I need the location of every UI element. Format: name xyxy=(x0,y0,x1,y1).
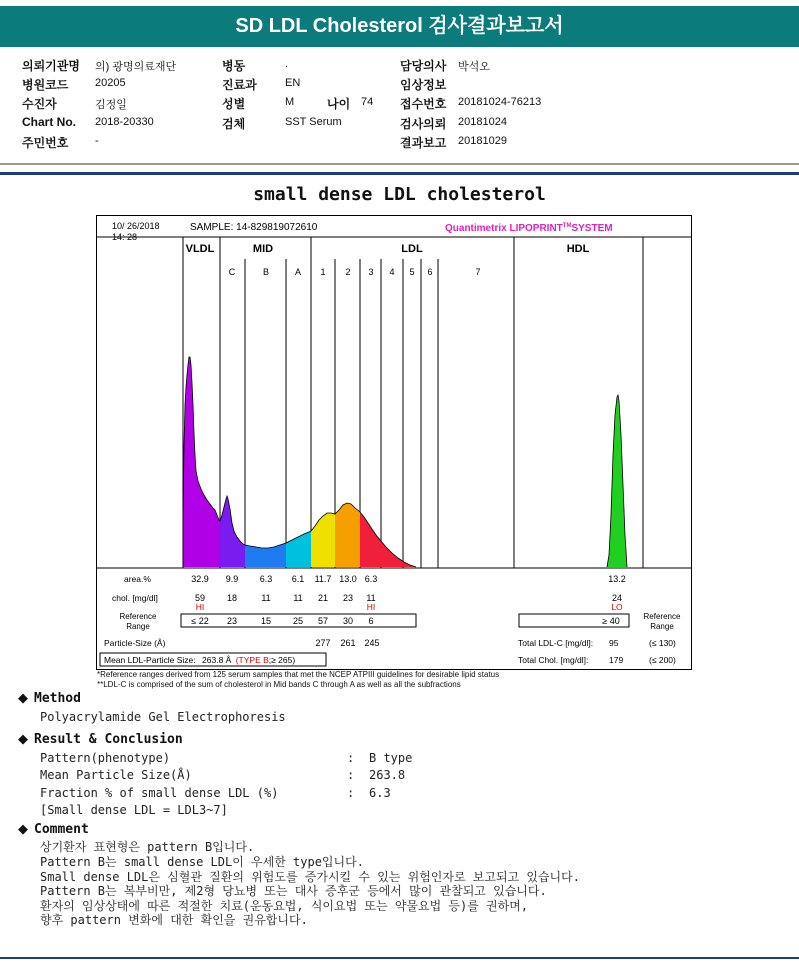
area-value: 13.2 xyxy=(608,574,626,584)
info-label-age: 나이 xyxy=(327,97,351,111)
band-label: 3 xyxy=(368,267,374,277)
flag-high: HI xyxy=(366,602,376,612)
diamond-icon: ◆ xyxy=(18,691,28,706)
divider xyxy=(0,172,799,175)
info-label-resident-no: 주민번호 xyxy=(22,136,69,150)
info-label-doctor: 담당의사 xyxy=(400,59,447,73)
comment-heading-text: Comment xyxy=(34,822,89,837)
info-value-resident-no: - xyxy=(95,135,99,147)
area-value: 9.9 xyxy=(225,574,239,584)
area-label: area.% xyxy=(124,574,151,584)
result-value: 263.8 xyxy=(369,768,406,782)
comment-line: Pattern B는 복부비만, 제2형 당뇨병 또는 대사 증후군 등에서 많이 관찰되고 있습니다. xyxy=(40,884,547,898)
band-label: 6 xyxy=(427,267,433,277)
reference-label: Reference xyxy=(643,612,681,621)
info-label-ward: 병동 xyxy=(222,59,246,73)
band-label: 5 xyxy=(409,267,415,277)
mean-ldl-value: 263.8 Å xyxy=(202,655,232,665)
result-heading xyxy=(18,732,183,747)
result-colon: : xyxy=(347,751,355,765)
curve-segment-2 xyxy=(335,503,360,567)
chart-time: 14: 28 xyxy=(112,232,138,242)
reference-value: ≥ 40 xyxy=(602,616,620,626)
particle-size-value: 277 xyxy=(315,638,331,648)
reference-label: Range xyxy=(126,622,150,631)
method-heading xyxy=(18,691,81,706)
area-value: 6.3 xyxy=(364,574,378,584)
info-value-hospital-code: 20205 xyxy=(95,77,126,89)
info-value-sex: M xyxy=(285,96,295,108)
chol-value: 23 xyxy=(342,593,354,603)
result-label: Mean Particle Size(Å) xyxy=(40,768,192,782)
mean-ldl-label: Mean LDL-Particle Size: xyxy=(104,655,196,665)
report-title: SD LDL Cholesterol 검사결과보고서 xyxy=(0,6,799,47)
reference-value: 6 xyxy=(368,616,374,626)
diamond-icon: ◆ xyxy=(18,732,28,747)
info-value-doctor: 박석오 xyxy=(458,61,490,73)
comment-line: 상기환자 표현형은 pattern B입니다. xyxy=(40,840,255,854)
group-label: MID xyxy=(252,243,274,255)
mean-ldl-type: (TYPE B xyxy=(235,655,269,665)
info-label-department: 진료과 xyxy=(222,78,257,92)
area-value: 11.7 xyxy=(314,574,332,584)
info-value-institution: 의) 광명의료재단 xyxy=(95,61,177,73)
chart-brand-suffix: SYSTEM xyxy=(571,223,613,234)
result-heading-text: Result & Conclusion xyxy=(34,732,183,747)
band-label: C xyxy=(228,267,236,277)
reference-label: Reference xyxy=(119,612,157,621)
reference-value: 15 xyxy=(260,616,272,626)
mean-ldl-ref: ;≥ 265) xyxy=(268,655,296,665)
group-label: VLDL xyxy=(185,243,215,255)
total-ldl-value: 95 xyxy=(609,638,619,648)
result-label: Fraction % of small dense LDL (%) xyxy=(40,786,279,800)
method-text: Polyacrylamide Gel Electrophoresis xyxy=(40,710,286,724)
result-label: Pattern(phenotype) xyxy=(40,751,171,765)
particle-size-value: 261 xyxy=(340,638,356,648)
info-label-chart-no: Chart No. xyxy=(22,115,76,129)
result-value: 6.3 xyxy=(369,786,391,800)
chol-value: 11 xyxy=(366,593,376,603)
band-label: 2 xyxy=(345,267,351,277)
comment-line: Pattern B는 small dense LDL이 우세한 type입니다. xyxy=(40,855,364,869)
reference-value: 25 xyxy=(292,616,304,626)
footnote: *Reference ranges derived from 125 serum samples that met the NCEP ATPIII guidelines for desirable lipid status xyxy=(97,670,500,679)
reference-value: 23 xyxy=(226,616,238,626)
comment-line: 향후 pattern 변화에 대한 확인을 권유합니다. xyxy=(40,913,308,927)
chol-value: 21 xyxy=(317,593,329,603)
method-heading-text: Method xyxy=(34,691,81,706)
info-label-patient: 수진자 xyxy=(22,97,57,111)
info-value-ward: . xyxy=(285,58,289,70)
reference-value: ≤ 22 xyxy=(191,616,209,626)
band-label: 1 xyxy=(320,267,326,277)
band-label: B xyxy=(262,267,270,277)
flag-high: HI xyxy=(195,602,205,612)
total-chol-ref: (≤ 200) xyxy=(649,655,676,665)
info-value-report-date: 20181029 xyxy=(458,135,507,147)
area-value: 6.1 xyxy=(291,574,305,584)
lipoprint-chart xyxy=(96,215,692,670)
total-ldl-ref: (≤ 130) xyxy=(649,638,676,648)
chol-label: chol. [mg/dl] xyxy=(112,593,158,603)
info-value-chart-no: 2018-20330 xyxy=(95,116,154,128)
chart-brand-tm: TM xyxy=(562,223,572,229)
info-label-clinical-info: 임상정보 xyxy=(400,78,447,92)
chol-value: 11 xyxy=(293,593,303,603)
reference-value: 30 xyxy=(342,616,354,626)
total-chol-label: Total Chol. [mg/dl]: xyxy=(518,655,589,665)
info-value-age: 74 xyxy=(361,96,374,108)
section-title: small dense LDL cholesterol xyxy=(253,184,546,205)
diamond-icon: ◆ xyxy=(18,822,28,837)
group-label: HDL xyxy=(566,243,590,255)
result-value: B type xyxy=(369,751,413,765)
group-label: LDL xyxy=(401,243,423,255)
footnote: **LDL-C is comprised of the sum of cholesterol in Mid bands C through A as well as all the subfractions xyxy=(97,680,461,689)
info-label-sex: 성별 xyxy=(222,97,246,111)
area-value: 32.9 xyxy=(191,574,209,584)
total-chol-value: 179 xyxy=(609,655,624,665)
chol-value: 11 xyxy=(261,593,271,603)
info-label-receipt-no: 접수번호 xyxy=(400,97,447,111)
info-label-specimen: 검체 xyxy=(222,117,246,131)
info-value-receipt-no: 20181024-76213 xyxy=(458,96,542,108)
particle-size-label: Particle-Size (Å) xyxy=(104,638,166,648)
band-label: 7 xyxy=(475,267,481,277)
band-label: A xyxy=(294,267,302,277)
reference-label: Range xyxy=(650,622,674,631)
chart-sample-id: SAMPLE: 14-829819072610 xyxy=(190,222,318,233)
flag-low: LO xyxy=(611,602,623,612)
area-value: 6.3 xyxy=(259,574,273,584)
result-colon: : xyxy=(347,768,355,782)
info-value-patient: 김정일 xyxy=(95,99,127,111)
info-value-request-date: 20181024 xyxy=(458,116,507,128)
chart-date: 10/ 26/2018 xyxy=(112,221,160,231)
particle-size-value: 245 xyxy=(364,638,380,648)
chart-brand xyxy=(445,223,613,234)
comment-line: 환자의 임상상태에 따른 적절한 치료(운동요법, 식이요법 또는 약물요법 등)를 권하며, xyxy=(40,899,529,913)
patient-info xyxy=(0,52,799,157)
info-value-department: EN xyxy=(285,77,301,89)
comment-heading xyxy=(18,822,89,837)
info-label-hospital-code: 병원코드 xyxy=(22,78,69,92)
comment-line: Small dense LDL은 심혈관 질환의 위험도를 증가시킬 수 있는 위험인자로 보고되고 있습니다. xyxy=(40,870,580,884)
result-note: [Small dense LDL = LDL3~7] xyxy=(40,803,228,817)
chol-value: 24 xyxy=(611,593,623,603)
result-colon: : xyxy=(347,786,355,800)
info-value-specimen: SST Serum xyxy=(285,116,342,128)
reference-value: 57 xyxy=(317,616,329,626)
chart-brand-name: Quantimetrix LIPOPRINT xyxy=(445,223,563,234)
info-label-institution: 의뢰기관명 xyxy=(22,59,80,73)
chol-value: 18 xyxy=(226,593,238,603)
info-label-request-date: 검사의뢰 xyxy=(400,117,447,131)
divider xyxy=(0,957,799,959)
band-label: 4 xyxy=(389,267,395,277)
footnotes xyxy=(97,670,499,690)
info-label-report-date: 결과보고 xyxy=(400,136,447,150)
area-value: 13.0 xyxy=(339,574,357,584)
divider xyxy=(0,163,799,165)
total-ldl-label: Total LDL-C [mg/dl]: xyxy=(518,638,594,648)
chol-value: 59 xyxy=(194,593,206,603)
